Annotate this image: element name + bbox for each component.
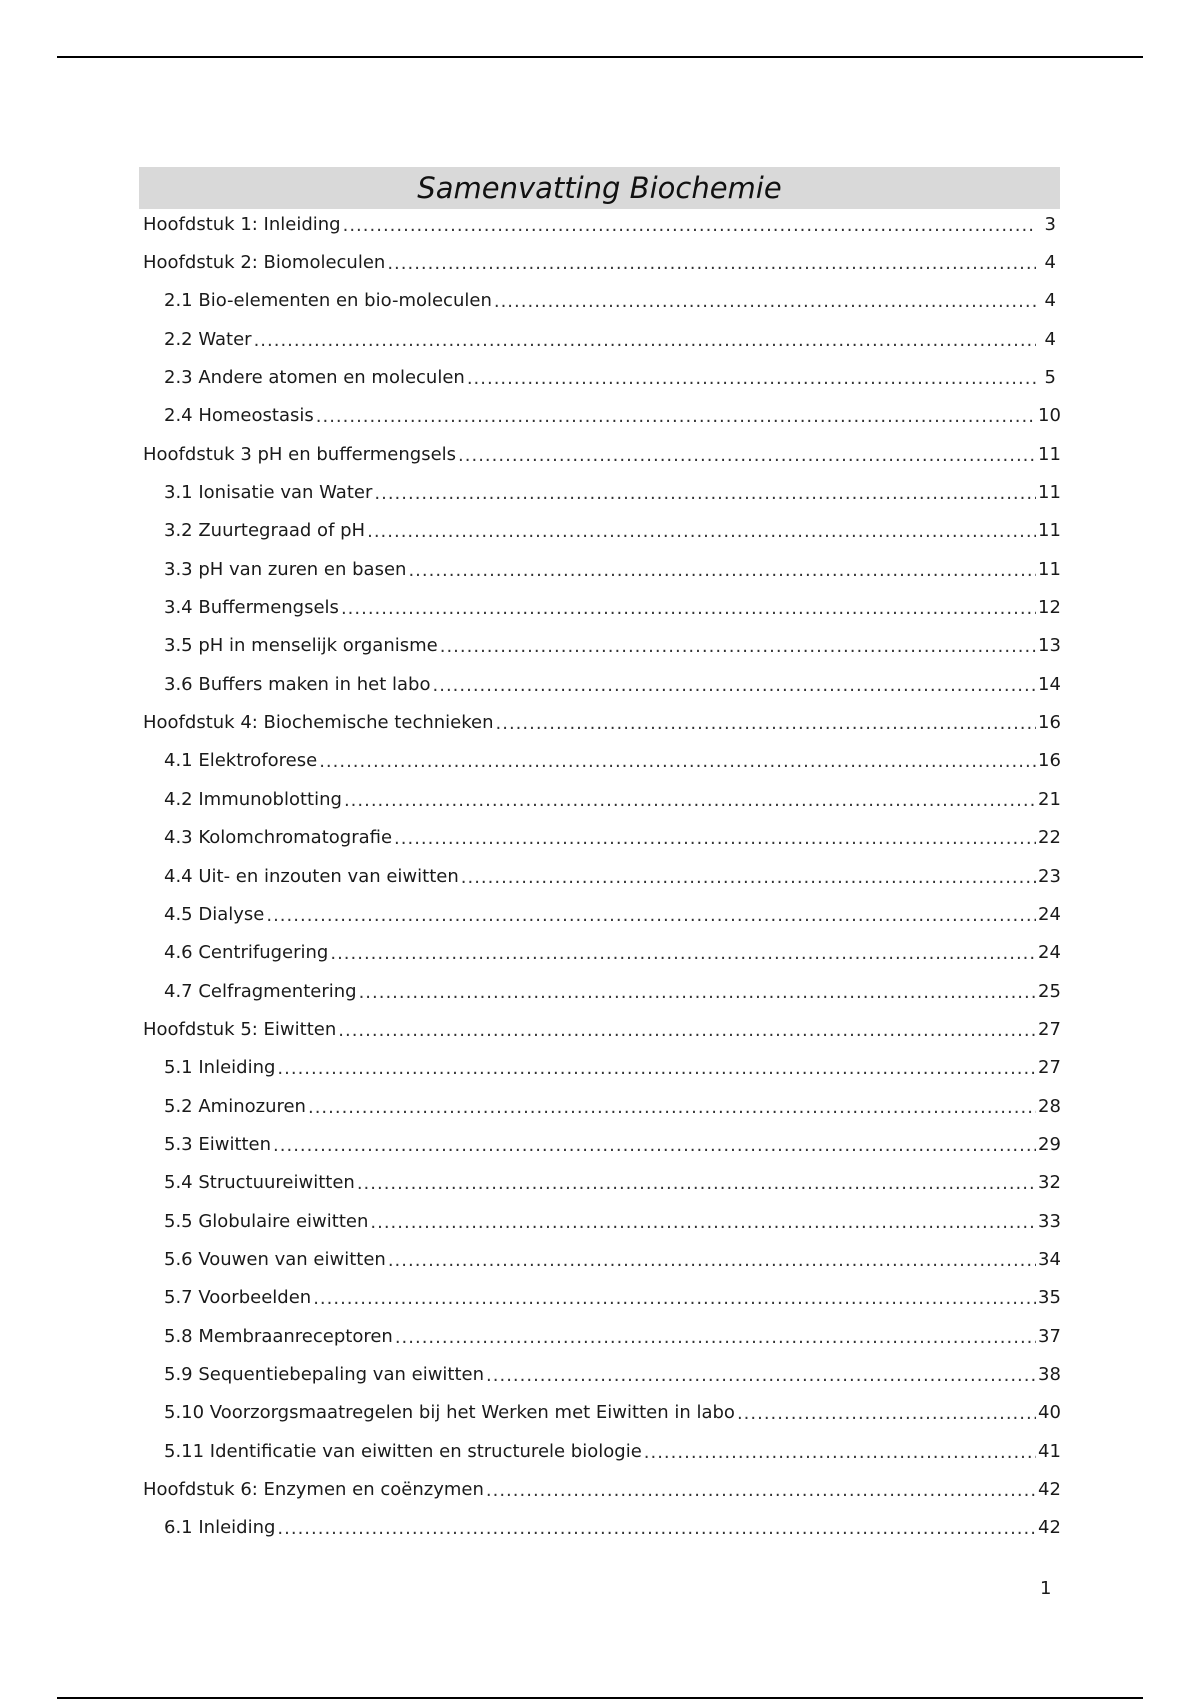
dot-leader — [254, 330, 1036, 351]
toc-entry-page: 4 — [1044, 252, 1056, 274]
toc-section-entry[interactable] — [139, 1355, 1060, 1393]
dot-leader — [394, 828, 1036, 849]
toc-entry-page: 11 — [1038, 443, 1061, 465]
toc-section-entry[interactable] — [139, 627, 1060, 665]
toc-chapter-entry[interactable] — [139, 703, 1060, 741]
dot-leader — [370, 1212, 1036, 1233]
dot-leader — [486, 1480, 1036, 1501]
toc-section-entry[interactable] — [139, 397, 1060, 435]
toc-entry-page: 14 — [1038, 673, 1061, 695]
toc-entry-text: 2.4 Homeostasis — [139, 405, 314, 426]
toc-entry-page: 5 — [1044, 367, 1056, 389]
dot-leader — [467, 368, 1036, 389]
toc-entry-text: 3.2 Zuurtegraad of pH — [139, 520, 365, 541]
dot-leader — [341, 598, 1036, 619]
toc-chapter-entry[interactable] — [139, 435, 1060, 473]
toc-section-entry[interactable] — [139, 857, 1060, 895]
toc-section-entry[interactable] — [139, 1202, 1060, 1240]
toc-entry-page: 13 — [1038, 635, 1061, 657]
toc-entry-page: 4 — [1044, 290, 1056, 312]
dot-leader — [367, 521, 1036, 542]
toc-entry-text: 4.4 Uit- en inzouten van eiwitten — [139, 866, 459, 887]
dot-leader — [737, 1403, 1036, 1424]
toc-entry-text: Hoofdstuk 2: Biomoleculen — [139, 252, 385, 273]
dot-leader — [388, 1250, 1036, 1271]
toc-entry-page: 16 — [1038, 712, 1061, 734]
toc-entry-page: 3 — [1044, 213, 1056, 235]
dot-leader — [330, 943, 1036, 964]
toc-entry-page: 37 — [1038, 1325, 1061, 1347]
toc-entry-page: 27 — [1038, 1018, 1061, 1040]
toc-section-entry[interactable] — [139, 282, 1060, 320]
toc-entry-text: 2.3 Andere atomen en moleculen — [139, 367, 465, 388]
toc-chapter-entry[interactable] — [139, 205, 1060, 243]
bottom-rule — [57, 1697, 1143, 1699]
toc-entry-page: 11 — [1038, 482, 1061, 504]
dot-leader — [319, 751, 1036, 772]
toc-entry-text: Hoofdstuk 5: Eiwitten — [139, 1019, 336, 1040]
page-number: 1 — [1040, 1578, 1052, 1599]
dot-leader — [387, 253, 1036, 274]
toc-entry-page: 29 — [1038, 1133, 1061, 1155]
toc-section-entry[interactable] — [139, 512, 1060, 550]
toc-entry-text: Hoofdstuk 1: Inleiding — [139, 214, 341, 235]
toc-section-entry[interactable] — [139, 1240, 1060, 1278]
top-rule — [57, 56, 1143, 58]
toc-entry-text: 4.3 Kolomchromatografie — [139, 827, 392, 848]
toc-section-entry[interactable] — [139, 972, 1060, 1010]
toc-entry-text: 3.5 pH in menselijk organisme — [139, 635, 438, 656]
toc-entry-text: 4.1 Elektroforese — [139, 750, 317, 771]
toc-entry-page: 28 — [1038, 1095, 1061, 1117]
toc-entry-text: 4.5 Dialyse — [139, 904, 264, 925]
toc-entry-page: 32 — [1038, 1172, 1061, 1194]
toc-entry-text: 5.2 Aminozuren — [139, 1096, 306, 1117]
toc-entry-text: Hoofdstuk 6: Enzymen en coënzymen — [139, 1479, 484, 1500]
dot-leader — [344, 790, 1036, 811]
toc-entry-page: 24 — [1038, 942, 1061, 964]
toc-entry-page: 22 — [1038, 827, 1061, 849]
toc-section-entry[interactable] — [139, 588, 1060, 626]
dot-leader — [408, 560, 1036, 581]
dot-leader — [395, 1327, 1036, 1348]
dot-leader — [308, 1097, 1036, 1118]
dot-leader — [486, 1365, 1036, 1386]
toc-entry-text: 4.6 Centrifugering — [139, 942, 328, 963]
toc-entry-page: 34 — [1038, 1248, 1061, 1270]
toc-entry-text: 2.2 Water — [139, 329, 252, 350]
table-of-contents — [139, 205, 1060, 1547]
dot-leader — [277, 1058, 1036, 1079]
toc-entry-text: 4.2 Immunoblotting — [139, 789, 342, 810]
toc-section-entry[interactable] — [139, 780, 1060, 818]
toc-entry-text: 2.1 Bio-elementen en bio-moleculen — [139, 290, 492, 311]
toc-entry-page: 42 — [1038, 1517, 1061, 1539]
toc-section-entry[interactable] — [139, 1164, 1060, 1202]
toc-section-entry[interactable] — [139, 665, 1060, 703]
dot-leader — [644, 1442, 1036, 1463]
toc-section-entry[interactable] — [139, 473, 1060, 511]
dot-leader — [266, 905, 1036, 926]
toc-chapter-entry[interactable] — [139, 243, 1060, 281]
toc-entry-text: 5.10 Voorzorgsmaatregelen bij het Werken met Eiwitten in labo — [139, 1402, 735, 1423]
toc-entry-text: 5.7 Voorbeelden — [139, 1287, 311, 1308]
toc-section-entry[interactable] — [139, 934, 1060, 972]
toc-entry-page: 11 — [1038, 558, 1061, 580]
toc-section-entry[interactable] — [139, 550, 1060, 588]
toc-entry-text: 5.4 Structuureiwitten — [139, 1172, 355, 1193]
toc-section-entry[interactable] — [139, 1087, 1060, 1125]
toc-entry-page: 16 — [1038, 750, 1061, 772]
toc-section-entry[interactable] — [139, 1317, 1060, 1355]
toc-entry-page: 21 — [1038, 788, 1061, 810]
dot-leader — [273, 1135, 1036, 1156]
toc-section-entry[interactable] — [139, 358, 1060, 396]
toc-chapter-entry[interactable] — [139, 1010, 1060, 1048]
dot-leader — [496, 713, 1037, 734]
toc-entry-text: 3.6 Buffers maken in het labo — [139, 674, 431, 695]
toc-entry-text: 5.9 Sequentiebepaling van eiwitten — [139, 1364, 484, 1385]
toc-entry-text: Hoofdstuk 3 pH en buffermengsels — [139, 444, 456, 465]
toc-section-entry[interactable] — [139, 1509, 1060, 1547]
toc-entry-page: 25 — [1038, 980, 1061, 1002]
toc-entry-page: 40 — [1038, 1402, 1061, 1424]
toc-section-entry[interactable] — [139, 1432, 1060, 1470]
document-title: Samenvatting Biochemie — [417, 171, 782, 205]
toc-entry-text: 5.8 Membraanreceptoren — [139, 1326, 393, 1347]
dot-leader — [277, 1518, 1036, 1539]
toc-entry-text: 3.4 Buffermengsels — [139, 597, 339, 618]
dot-leader — [458, 445, 1036, 466]
toc-entry-page: 42 — [1038, 1479, 1061, 1501]
toc-entry-page: 10 — [1038, 405, 1061, 427]
dot-leader — [359, 982, 1036, 1003]
toc-section-entry[interactable] — [139, 1279, 1060, 1317]
dot-leader — [440, 636, 1036, 657]
dot-leader — [316, 406, 1036, 427]
toc-chapter-entry[interactable] — [139, 1470, 1060, 1508]
toc-entry-text: 5.5 Globulaire eiwitten — [139, 1211, 368, 1232]
toc-section-entry[interactable] — [139, 895, 1060, 933]
toc-entry-page: 23 — [1038, 865, 1061, 887]
dot-leader — [461, 867, 1036, 888]
toc-entry-text: 5.3 Eiwitten — [139, 1134, 271, 1155]
toc-entry-text: 4.7 Celfragmentering — [139, 981, 357, 1002]
toc-entry-text: 3.1 Ionisatie van Water — [139, 482, 372, 503]
toc-entry-page: 27 — [1038, 1057, 1061, 1079]
toc-entry-text: Hoofdstuk 4: Biochemische technieken — [139, 712, 494, 733]
toc-entry-page: 24 — [1038, 903, 1061, 925]
dot-leader — [494, 291, 1036, 312]
toc-entry-page: 11 — [1038, 520, 1061, 542]
title-banner — [139, 167, 1060, 209]
dot-leader — [313, 1288, 1036, 1309]
toc-entry-text: 6.1 Inleiding — [139, 1517, 275, 1538]
toc-entry-page: 33 — [1038, 1210, 1061, 1232]
toc-section-entry[interactable] — [139, 320, 1060, 358]
toc-section-entry[interactable] — [139, 1125, 1060, 1163]
toc-entry-text: 5.1 Inleiding — [139, 1057, 275, 1078]
toc-entry-page: 41 — [1038, 1440, 1061, 1462]
toc-section-entry[interactable] — [139, 1394, 1060, 1432]
dot-leader — [357, 1173, 1036, 1194]
toc-section-entry[interactable] — [139, 1049, 1060, 1087]
dot-leader — [433, 675, 1037, 696]
dot-leader — [338, 1020, 1036, 1041]
toc-entry-page: 35 — [1038, 1287, 1061, 1309]
toc-entry-page: 4 — [1044, 328, 1056, 350]
toc-entry-page: 38 — [1038, 1363, 1061, 1385]
dot-leader — [374, 483, 1036, 504]
toc-entry-text: 3.3 pH van zuren en basen — [139, 559, 406, 580]
dot-leader — [343, 215, 1036, 236]
toc-entry-page: 12 — [1038, 597, 1061, 619]
toc-section-entry[interactable] — [139, 742, 1060, 780]
toc-entry-text: 5.11 Identificatie van eiwitten en structurele biologie — [139, 1441, 642, 1462]
toc-section-entry[interactable] — [139, 819, 1060, 857]
toc-entry-text: 5.6 Vouwen van eiwitten — [139, 1249, 386, 1270]
